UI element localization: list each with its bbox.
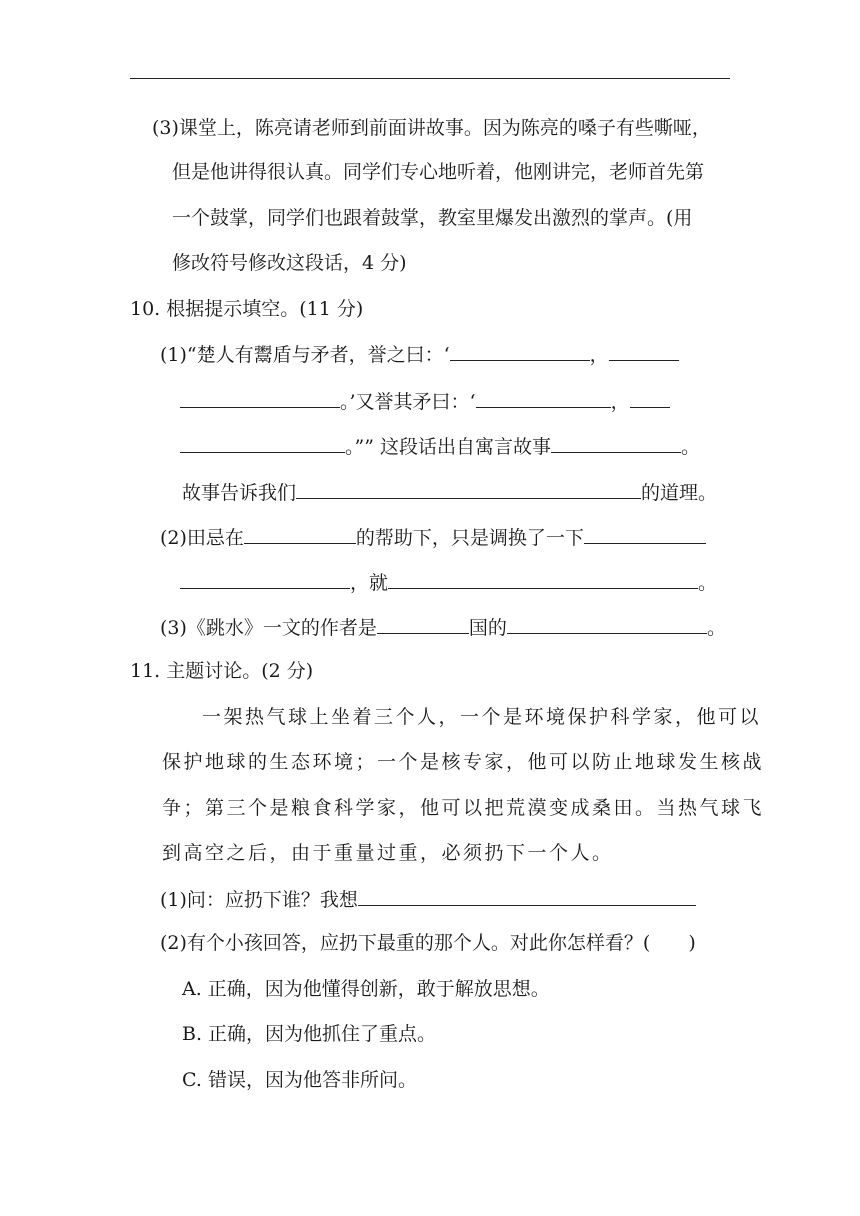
q10-2-row2 xyxy=(180,568,717,597)
blank-author-name[interactable] xyxy=(507,613,707,634)
blank-helper-name[interactable] xyxy=(244,523,356,544)
q10-2-row1 xyxy=(160,523,706,552)
q9-3-line2: 但是他讲得很认真。同学们专心地听着，他刚讲完，老师首先第 xyxy=(172,161,705,183)
blank-shield-praise-2b[interactable] xyxy=(180,387,340,408)
q10-title: 10. 根据提示填空。(11 分) xyxy=(130,298,364,320)
q10-2-text-b: 的帮助下，只是调换了一下 xyxy=(355,527,584,549)
q10-2-period: 。 xyxy=(698,572,718,594)
q10-1-row3 xyxy=(180,432,700,461)
q11-1-text: (1)问：应扔下谁？我想 xyxy=(160,889,358,911)
blank-result[interactable] xyxy=(388,568,698,589)
q10-3-row1 xyxy=(160,613,726,642)
q10-1-comma2: ， xyxy=(610,391,630,413)
q11-passage-line3: 争；第三个是粮食科学家，他可以把荒漠变成桑田。当热气球飞 xyxy=(162,797,765,819)
q11-passage-line1: 一架热气球上坐着三个人，一个是环境保护科学家，他可以 xyxy=(202,706,762,728)
blank-author-country[interactable] xyxy=(377,613,469,634)
q10-3-text-a: (3)《跳水》一文的作者是 xyxy=(160,617,377,639)
q10-1-text-b: 。’又誉其矛曰：‘ xyxy=(340,391,476,413)
blank-shield-praise-1[interactable] xyxy=(450,340,590,361)
q9-3-line1: (3)课堂上，陈亮请老师到前面讲故事。因为陈亮的嗓子有些嘶哑， xyxy=(152,117,711,139)
blank-spear-praise-2a[interactable] xyxy=(630,387,670,408)
q11-passage-line2: 保护地球的生态环境；一个是核专家，他可以防止地球发生核战 xyxy=(162,751,765,773)
q11-1-row xyxy=(160,885,696,914)
blank-spear-praise-2b[interactable] xyxy=(180,432,345,453)
q10-1-row2 xyxy=(180,387,670,416)
q11-option-a[interactable]: A. 正确，因为他懂得创新，敢于解放思想。 xyxy=(182,978,550,1000)
blank-shield-praise-2a[interactable] xyxy=(609,340,679,361)
q10-3-text-b: 国的 xyxy=(468,617,507,639)
blank-fable-name[interactable] xyxy=(551,432,681,453)
q11-passage-line4: 到高空之后，由于重量过重，必须扔下一个人。 xyxy=(162,842,614,864)
q11-title: 11. 主题讨论。(2 分) xyxy=(130,660,314,682)
top-rule xyxy=(130,78,730,79)
q10-1-row1 xyxy=(160,340,679,369)
blank-swap-2[interactable] xyxy=(180,568,350,589)
q10-1-text-d: 故事告诉我们 xyxy=(182,482,297,504)
blank-who-to-drop[interactable] xyxy=(358,885,696,906)
blank-fable-lesson[interactable] xyxy=(296,478,641,499)
q10-1-text-e: 的道理。 xyxy=(641,482,718,504)
q10-3-period: 。 xyxy=(706,617,726,639)
q11-2-question: (2)有个小孩回答，应扔下最重的那个人。对此你怎样看？( ) xyxy=(160,932,696,954)
q10-2-text-a: (2)田忌在 xyxy=(160,527,244,549)
q10-1-row4 xyxy=(182,478,717,507)
q11-option-b[interactable]: B. 正确，因为他抓住了重点。 xyxy=(182,1023,437,1045)
blank-swap-1[interactable] xyxy=(584,523,706,544)
q10-1-period1: 。 xyxy=(680,436,700,458)
q9-3-line4: 修改符号修改这段话，4 分) xyxy=(172,252,407,274)
q10-1-text-c: 。”” 这段话出自寓言故事 xyxy=(345,436,551,458)
q9-3-line3: 一个鼓掌，同学们也跟着鼓掌，教室里爆发出激烈的掌声。(用 xyxy=(172,207,693,229)
q11-option-c[interactable]: C. 错误，因为他答非所问。 xyxy=(182,1069,417,1091)
blank-spear-praise-1[interactable] xyxy=(476,387,611,408)
q10-1-comma1: ， xyxy=(589,344,609,366)
q10-1-text-a: (1)“楚人有鬻盾与矛者，誉之曰：‘ xyxy=(160,344,450,366)
q10-2-text-c: ，就 xyxy=(350,572,389,594)
